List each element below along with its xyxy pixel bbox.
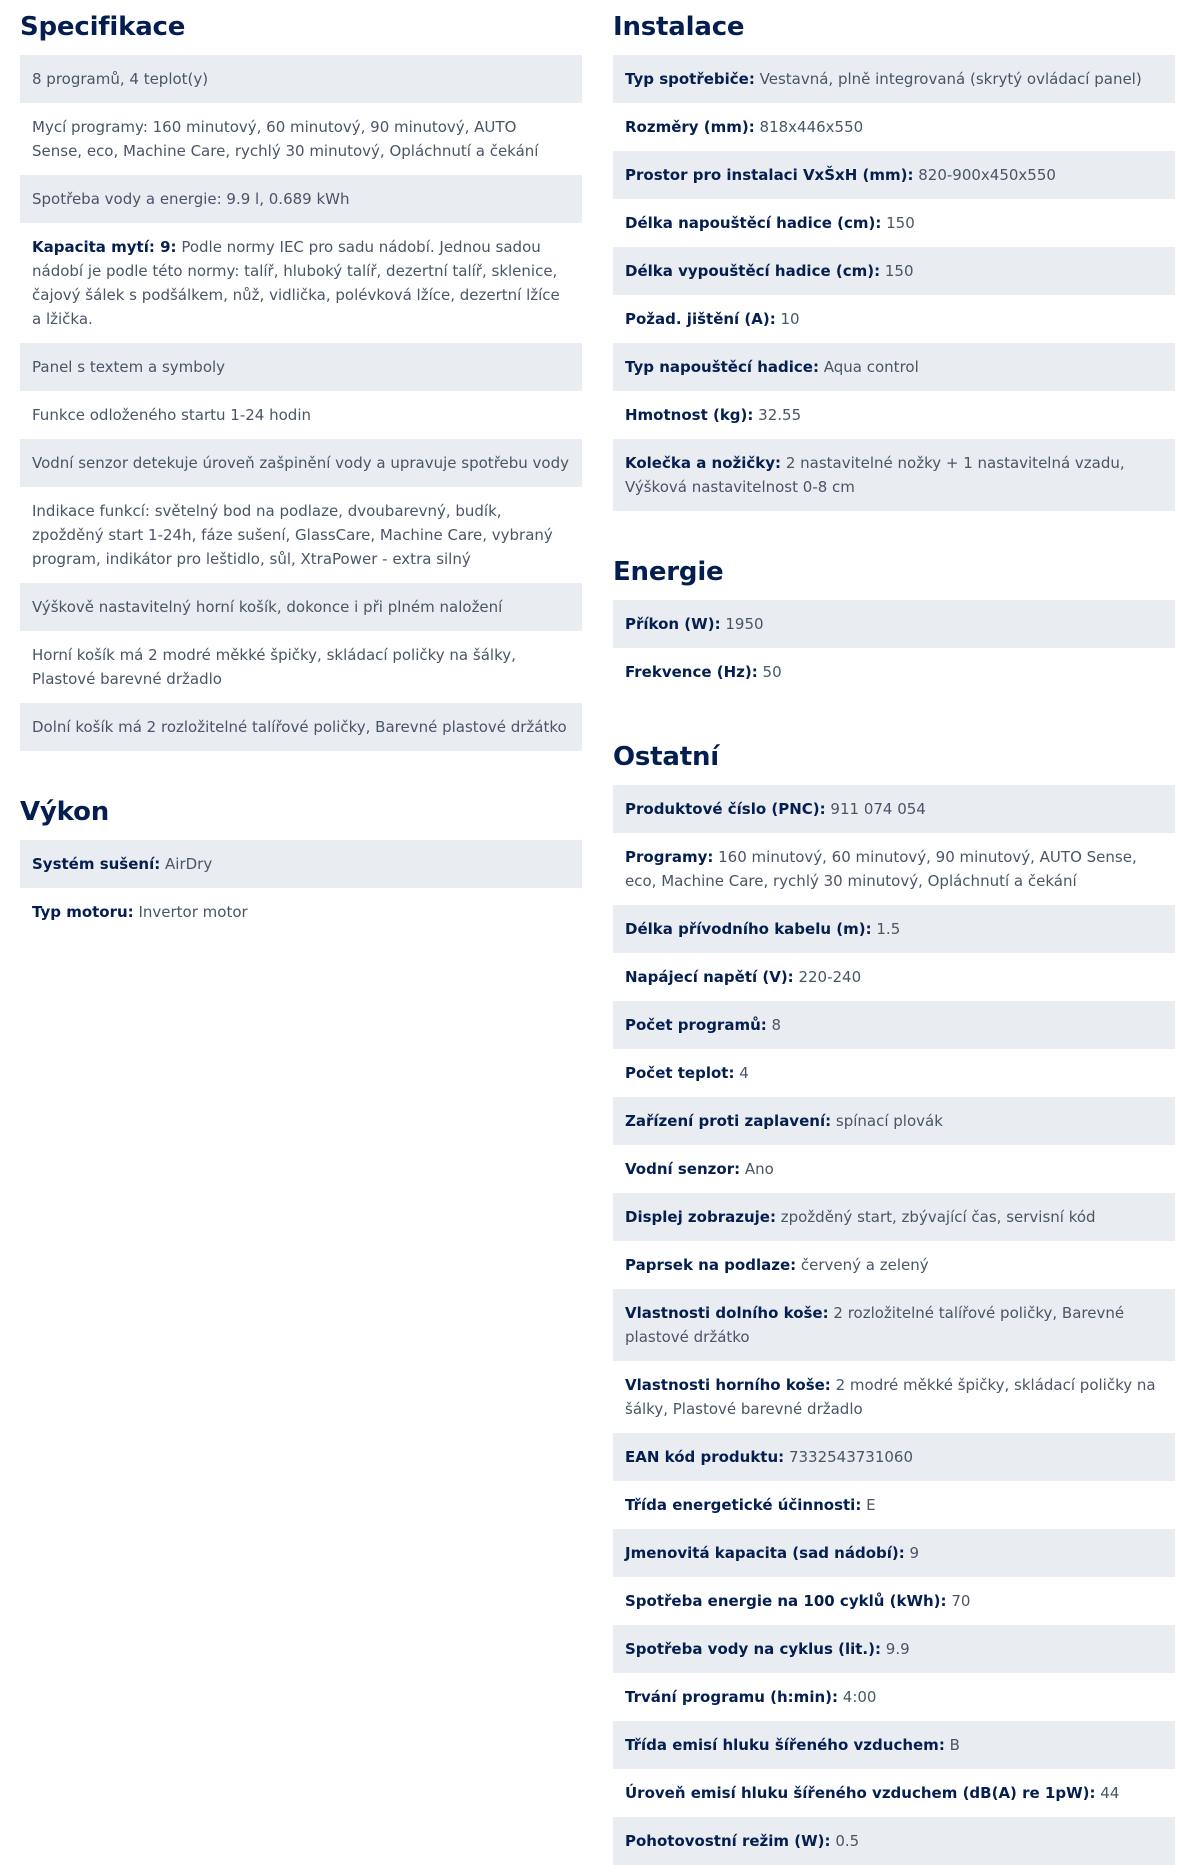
spec-row: [613, 103, 1175, 151]
spec-row: [20, 439, 582, 487]
spec-row-content: [625, 151, 1056, 199]
spec-value: 220-240: [798, 968, 862, 986]
spec-row: [613, 1625, 1175, 1673]
spec-label: Třída energetické účinnosti:: [625, 1496, 862, 1514]
spec-row-content: [625, 1673, 876, 1721]
spec-row: [20, 391, 582, 439]
spec-label: Produktové číslo (PNC):: [625, 800, 826, 818]
spec-value: 160 minutový, 60 minutový, 90 minutový, AUTO Sense, eco, Machine Care, rychlý 30 minutový, Opláchnutí a čekání: [625, 848, 1137, 890]
spec-label: Vodní senzor:: [625, 1160, 741, 1178]
spec-row: [613, 55, 1175, 103]
spec-row: [20, 343, 582, 391]
spec-row: [613, 833, 1175, 905]
spec-label: Typ spotřebiče:: [625, 70, 755, 88]
spec-row-content: [625, 1433, 913, 1481]
spec-row-content: [32, 175, 350, 223]
spec-row: [20, 223, 582, 343]
spec-list-specifikace: [20, 55, 582, 751]
spec-row: [613, 1289, 1175, 1361]
spec-row-content: [32, 703, 567, 751]
spec-label: Počet teplot:: [625, 1064, 735, 1082]
spec-row-content: [625, 1721, 960, 1769]
spec-row: [20, 55, 582, 103]
spec-label: Systém sušení:: [32, 855, 161, 873]
spec-label: EAN kód produktu:: [625, 1448, 785, 1466]
spec-row: [613, 1481, 1175, 1529]
spec-value: 9.9: [885, 1640, 910, 1658]
spec-label: Frekvence (Hz):: [625, 663, 758, 681]
spec-row-content: [625, 391, 801, 439]
spec-value: Indikace funkcí: světelný bod na podlaze, dvoubarevný, budík, zpožděný start 1-24h, fáze sušení, GlassCare, Machine Care, vybraný program, indikátor pro leštidlo, sůl, XtraPower - extra silný: [32, 502, 553, 568]
spec-value: E: [866, 1496, 876, 1514]
section-title-energie: Energie: [613, 557, 724, 587]
spec-row-content: [32, 55, 208, 103]
spec-label: Délka vypouštěcí hadice (cm):: [625, 262, 881, 280]
spec-row-content: [32, 487, 570, 583]
spec-label: Napájecí napětí (V):: [625, 968, 794, 986]
spec-value: Podle normy IEC pro sadu nádobí. Jednou sadou nádobí je podle této normy: talíř, hluboký talíř, dezertní talíř, sklenice, čajový šálek s podšálkem, nůž, vidlička, polévková lžíce, dezertní lžíce a lžička.: [32, 238, 560, 328]
section-title-specifikace: Specifikace: [20, 12, 186, 42]
spec-row: [613, 1529, 1175, 1577]
spec-row-content: [625, 199, 915, 247]
spec-row-content: [625, 953, 861, 1001]
spec-row: [20, 703, 582, 751]
spec-row-content: [625, 247, 914, 295]
spec-value: Dolní košík má 2 rozložitelné talířové poličky, Barevné plastové držátko: [32, 718, 567, 736]
spec-row: [613, 151, 1175, 199]
spec-value: 70: [951, 1592, 971, 1610]
spec-value: Výškově nastavitelný horní košík, dokonce i při plném naložení: [32, 598, 503, 616]
spec-label: Délka přívodního kabelu (m):: [625, 920, 872, 938]
spec-value: spínací plovák: [835, 1112, 943, 1130]
spec-label: Délka napouštěcí hadice (cm):: [625, 214, 882, 232]
spec-row-content: [32, 343, 225, 391]
spec-row: [613, 1721, 1175, 1769]
spec-value: Vestavná, plně integrovaná (skrytý ovládací panel): [759, 70, 1142, 88]
spec-label: Vlastnosti horního koše:: [625, 1376, 831, 1394]
spec-value: 8: [771, 1016, 782, 1034]
spec-value: AirDry: [165, 855, 213, 873]
spec-row-content: [625, 648, 782, 696]
spec-label: Rozměry (mm):: [625, 118, 755, 136]
spec-row: [613, 1049, 1175, 1097]
spec-row-content: [625, 1049, 749, 1097]
spec-row: [20, 583, 582, 631]
spec-row-content: [32, 888, 248, 936]
spec-label: Třída emisí hluku šířeného vzduchem:: [625, 1736, 945, 1754]
spec-row-content: [625, 785, 926, 833]
spec-value: Panel s textem a symboly: [32, 358, 226, 376]
spec-row: [613, 439, 1175, 511]
spec-list-energie: [613, 600, 1175, 696]
spec-label: Spotřeba vody na cyklus (lit.):: [625, 1640, 881, 1658]
spec-row: [20, 103, 582, 175]
section-title-instalace: Instalace: [613, 12, 745, 42]
spec-row-content: [625, 1529, 919, 1577]
spec-value: 2 nastavitelné nožky + 1 nastavitelná vzadu, Výšková nastavitelnost 0-8 cm: [625, 454, 1125, 496]
spec-row: [613, 905, 1175, 953]
spec-value: B: [949, 1736, 960, 1754]
spec-value: Spotřeba vody a energie: 9.9 l, 0.689 kWh: [32, 190, 350, 208]
spec-row-content: [625, 1481, 876, 1529]
spec-row-content: [625, 833, 1163, 905]
spec-row: [613, 1769, 1175, 1817]
spec-row: [613, 391, 1175, 439]
spec-row-content: [625, 1361, 1163, 1433]
spec-row-content: [32, 631, 570, 703]
spec-value: 1950: [725, 615, 764, 633]
spec-value: 0.5: [835, 1832, 860, 1850]
spec-row: [613, 1241, 1175, 1289]
spec-row-content: [625, 1817, 859, 1865]
spec-row-content: [625, 905, 900, 953]
spec-row: [613, 1673, 1175, 1721]
spec-value: Horní košík má 2 modré měkké špičky, skládací poličky na šálky, Plastové barevné držadlo: [32, 646, 516, 688]
spec-value: červený a zelený: [800, 1256, 929, 1274]
spec-row-content: [625, 1097, 943, 1145]
spec-row-content: [625, 1289, 1163, 1361]
spec-label: Programy:: [625, 848, 714, 866]
spec-value: 911 074 054: [830, 800, 926, 818]
spec-row: [613, 199, 1175, 247]
spec-row-content: [625, 1241, 929, 1289]
spec-row-content: [625, 103, 863, 151]
spec-row-content: [625, 343, 919, 391]
spec-row-content: [625, 600, 764, 648]
spec-label: Displej zobrazuje:: [625, 1208, 776, 1226]
spec-label: Požad. jištění (A):: [625, 310, 776, 328]
spec-row: [613, 1433, 1175, 1481]
spec-label: Typ napouštěcí hadice:: [625, 358, 819, 376]
spec-value: 2 modré měkké špičky, skládací poličky na šálky, Plastové barevné držadlo: [625, 1376, 1156, 1418]
spec-value: Mycí programy: 160 minutový, 60 minutový, 90 minutový, AUTO Sense, eco, Machine Care, rychlý 30 minutový, Opláchnutí a čekání: [32, 118, 539, 160]
spec-row: [613, 1193, 1175, 1241]
spec-row: [20, 631, 582, 703]
spec-row: [613, 1145, 1175, 1193]
spec-label: Trvání programu (h:min):: [625, 1688, 838, 1706]
spec-value: 44: [1100, 1784, 1120, 1802]
spec-row: [613, 600, 1175, 648]
spec-row-content: [32, 840, 212, 888]
spec-value: 2 rozložitelné talířové poličky, Barevné plastové držátko: [625, 1304, 1125, 1346]
spec-row-content: [625, 1625, 910, 1673]
spec-row: [613, 1577, 1175, 1625]
spec-label: Paprsek na podlaze:: [625, 1256, 797, 1274]
spec-row: [613, 1817, 1175, 1865]
spec-label: Prostor pro instalaci VxŠxH (mm):: [625, 166, 914, 184]
spec-value: 150: [884, 262, 914, 280]
spec-row: [613, 343, 1175, 391]
spec-value: zpožděný start, zbývající čas, servisní kód: [780, 1208, 1096, 1226]
spec-value: 7332543731060: [788, 1448, 914, 1466]
section-title-vykon: Výkon: [20, 797, 110, 827]
spec-row-content: [32, 583, 502, 631]
spec-value: Vodní senzor detekuje úroveň zašpinění vody a upravuje spotřebu vody: [32, 454, 570, 472]
spec-label: Pohotovostní režim (W):: [625, 1832, 831, 1850]
spec-label: Typ motoru:: [32, 903, 134, 921]
spec-row-content: [625, 439, 1163, 511]
spec-row-content: [32, 223, 570, 343]
spec-label: Úroveň emisí hluku šířeného vzduchem (dB(A) re 1pW):: [625, 1784, 1096, 1802]
spec-row-content: [32, 439, 569, 487]
spec-row: [613, 1001, 1175, 1049]
spec-row: [613, 247, 1175, 295]
spec-row: [613, 648, 1175, 696]
spec-value: 50: [762, 663, 782, 681]
spec-row-content: [625, 1001, 781, 1049]
spec-value: 10: [780, 310, 800, 328]
spec-value: 32.55: [758, 406, 802, 424]
spec-value: 4: [739, 1064, 749, 1082]
spec-label: Zařízení proti zaplavení:: [625, 1112, 832, 1130]
spec-value: 8 programů, 4 teplot(y): [32, 70, 209, 88]
spec-row: [613, 953, 1175, 1001]
spec-label: Kapacita mytí: 9:: [32, 238, 177, 256]
spec-row: [20, 487, 582, 583]
spec-row-content: [625, 1145, 774, 1193]
spec-row: [613, 785, 1175, 833]
spec-label: Hmotnost (kg):: [625, 406, 754, 424]
spec-value: Aqua control: [823, 358, 919, 376]
spec-row: [613, 1361, 1175, 1433]
spec-label: Kolečka a nožičky:: [625, 454, 782, 472]
spec-row-content: [625, 1769, 1119, 1817]
spec-value: 818x446x550: [759, 118, 864, 136]
section-title-ostatni: Ostatní: [613, 742, 720, 772]
right-column: [613, 0, 1175, 1865]
spec-list-ostatni: [613, 785, 1175, 1865]
spec-row-content: [625, 55, 1142, 103]
spec-row: [20, 175, 582, 223]
spec-list-vykon: [20, 840, 582, 936]
spec-list-instalace: [613, 55, 1175, 511]
spec-value: Ano: [744, 1160, 774, 1178]
spec-row: [20, 888, 582, 936]
left-column: [20, 0, 582, 936]
spec-row: [613, 1097, 1175, 1145]
spec-value: 1.5: [876, 920, 901, 938]
spec-row: [20, 840, 582, 888]
spec-label: Příkon (W):: [625, 615, 721, 633]
spec-value: 820-900x450x550: [918, 166, 1056, 184]
spec-label: Spotřeba energie na 100 cyklů (kWh):: [625, 1592, 947, 1610]
spec-value: Funkce odloženého startu 1-24 hodin: [32, 406, 311, 424]
spec-value: 9: [909, 1544, 920, 1562]
spec-label: Jmenovitá kapacita (sad nádobí):: [625, 1544, 905, 1562]
spec-label: Vlastnosti dolního koše:: [625, 1304, 829, 1322]
spec-row-content: [625, 1193, 1096, 1241]
spec-row: [613, 295, 1175, 343]
spec-row-content: [32, 103, 570, 175]
spec-row-content: [625, 295, 800, 343]
spec-row-content: [32, 391, 311, 439]
spec-label: Počet programů:: [625, 1016, 767, 1034]
spec-value: 150: [886, 214, 915, 232]
spec-row-content: [625, 1577, 970, 1625]
spec-value: 4:00: [842, 1688, 877, 1706]
spec-value: Invertor motor: [138, 903, 248, 921]
